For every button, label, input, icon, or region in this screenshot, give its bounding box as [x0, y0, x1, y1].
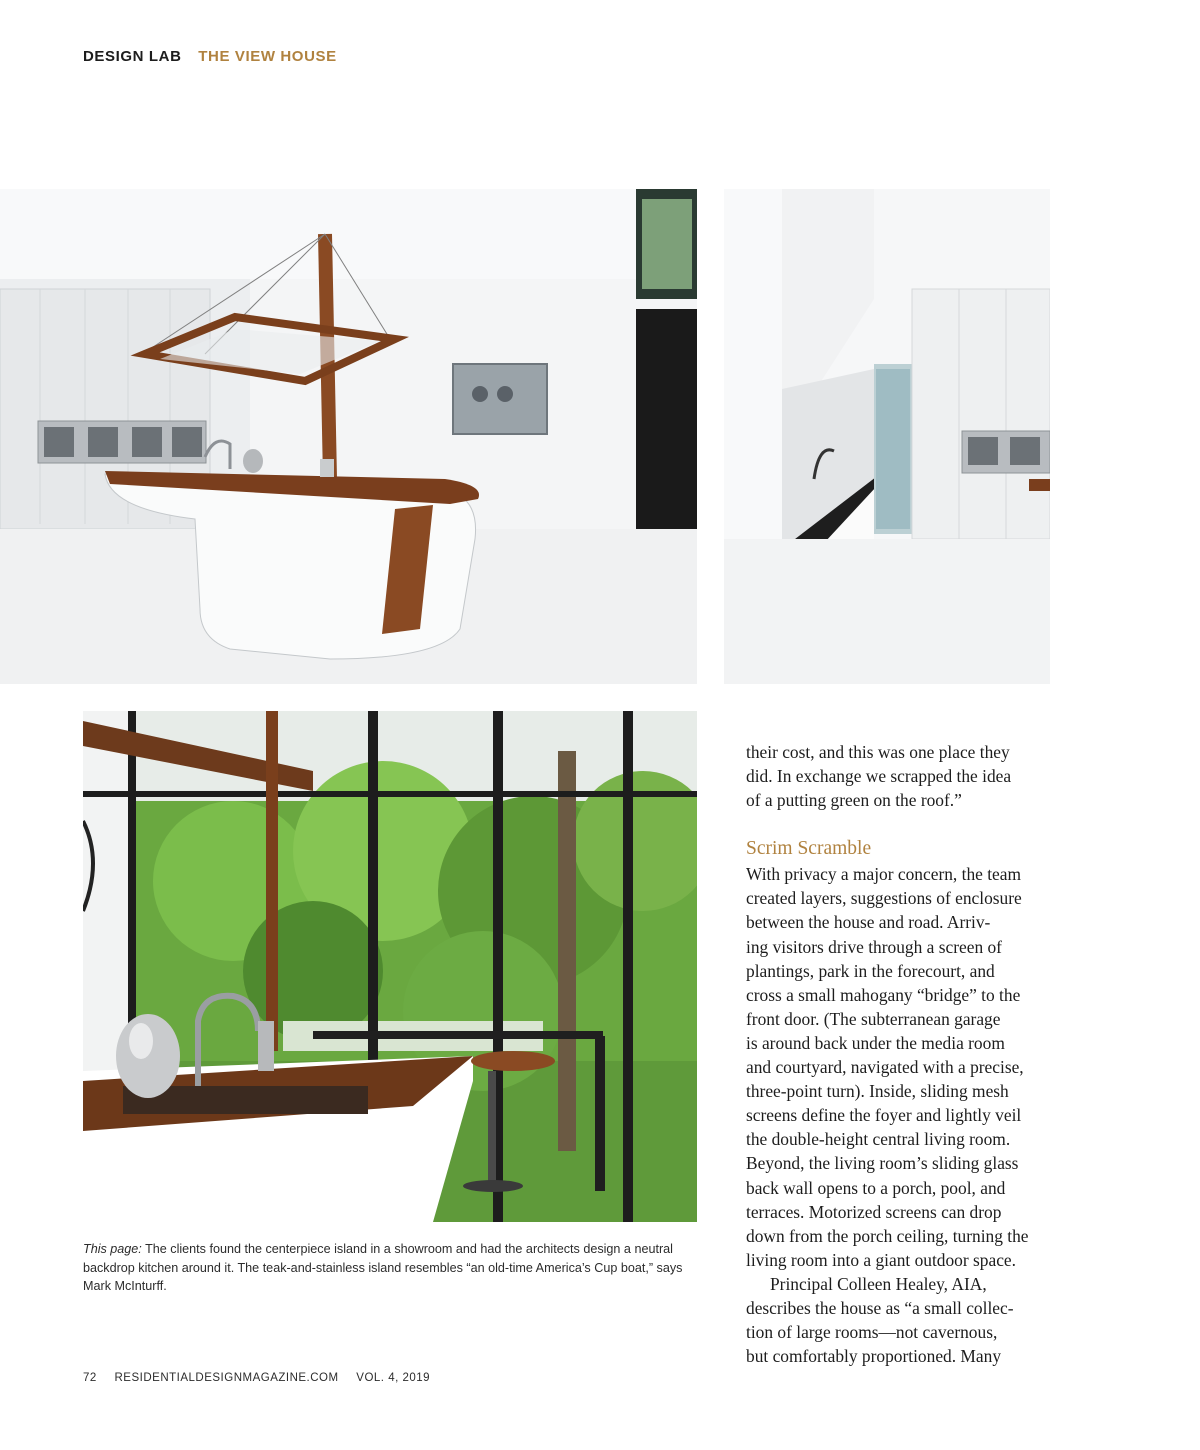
- text-line: of a putting green on the roof.”: [746, 790, 962, 811]
- text-line: is around back under the media room: [746, 1032, 1005, 1053]
- page-footer: [83, 1372, 444, 1384]
- text-line: describes the house as “a small collec-: [746, 1297, 1014, 1318]
- text-line: their cost, and this was one place they: [746, 742, 1010, 762]
- story-title: THE VIEW HOUSE: [198, 48, 337, 65]
- text-line: and courtyard, navigated with a precise,: [746, 1057, 1024, 1078]
- text-line: between the house and road. Arriv-: [746, 912, 991, 933]
- text-line: cross a small mahogany “bridge” to the: [746, 984, 1021, 1005]
- photo-caption: [83, 1240, 698, 1296]
- text-line: but comfortably proportioned. Many: [746, 1346, 1002, 1367]
- section-label: DESIGN LAB: [83, 48, 182, 65]
- text-line: tion of large rooms—not cavernous,: [746, 1322, 998, 1343]
- text-line: created layers, suggestions of enclosure: [746, 888, 1022, 909]
- issue-label: VOL. 4, 2019: [356, 1372, 431, 1384]
- text-line: Principal Colleen Healey, AIA,: [770, 1273, 987, 1294]
- article-column: [746, 740, 1051, 1368]
- subhead: Scrim Scramble: [746, 838, 872, 860]
- caption-lead: This page:: [83, 1242, 142, 1256]
- text-line: Beyond, the living room’s sliding glass: [746, 1153, 1019, 1174]
- page-number: 72: [83, 1372, 97, 1384]
- text-line: With privacy a major concern, the team: [746, 864, 1022, 885]
- site-url: RESIDENTIALDESIGNMAGAZINE.COM: [114, 1372, 339, 1384]
- body-paragraph-2: [746, 1272, 1051, 1368]
- kitchen-island-photo: [0, 189, 697, 684]
- text-line: three-point turn). Inside, sliding mesh: [746, 1081, 1009, 1102]
- text-line: plantings, park in the forecourt, and: [746, 960, 995, 981]
- text-line: back wall opens to a porch, pool, and: [746, 1177, 1006, 1198]
- text-line: ing visitors drive through a screen of: [746, 936, 1002, 957]
- galley-kitchen-photo: [724, 189, 1050, 684]
- caption-text: The clients found the centerpiece island in a showroom and had the architects design a neutral backdrop kitchen around it. The teak-and-stainless island resembles “an old-time America’s Cup boat,” says Mark McInturff.: [83, 1242, 683, 1293]
- intro-paragraph: [746, 740, 1051, 812]
- text-line: did. In exchange we scrapped the idea: [746, 766, 1012, 787]
- text-line: living room into a giant outdoor space.: [746, 1249, 1016, 1270]
- text-line: front door. (The subterranean garage: [746, 1008, 1001, 1029]
- text-line: the double-height central living room.: [746, 1129, 1011, 1150]
- window-island-photo: [83, 711, 697, 1222]
- body-paragraph-1: [746, 862, 1051, 1272]
- text-line: terraces. Motorized screens can drop: [746, 1201, 1002, 1222]
- text-line: screens define the foyer and lightly veil: [746, 1105, 1022, 1126]
- page-header: [83, 48, 337, 65]
- text-line: down from the porch ceiling, turning the: [746, 1225, 1029, 1246]
